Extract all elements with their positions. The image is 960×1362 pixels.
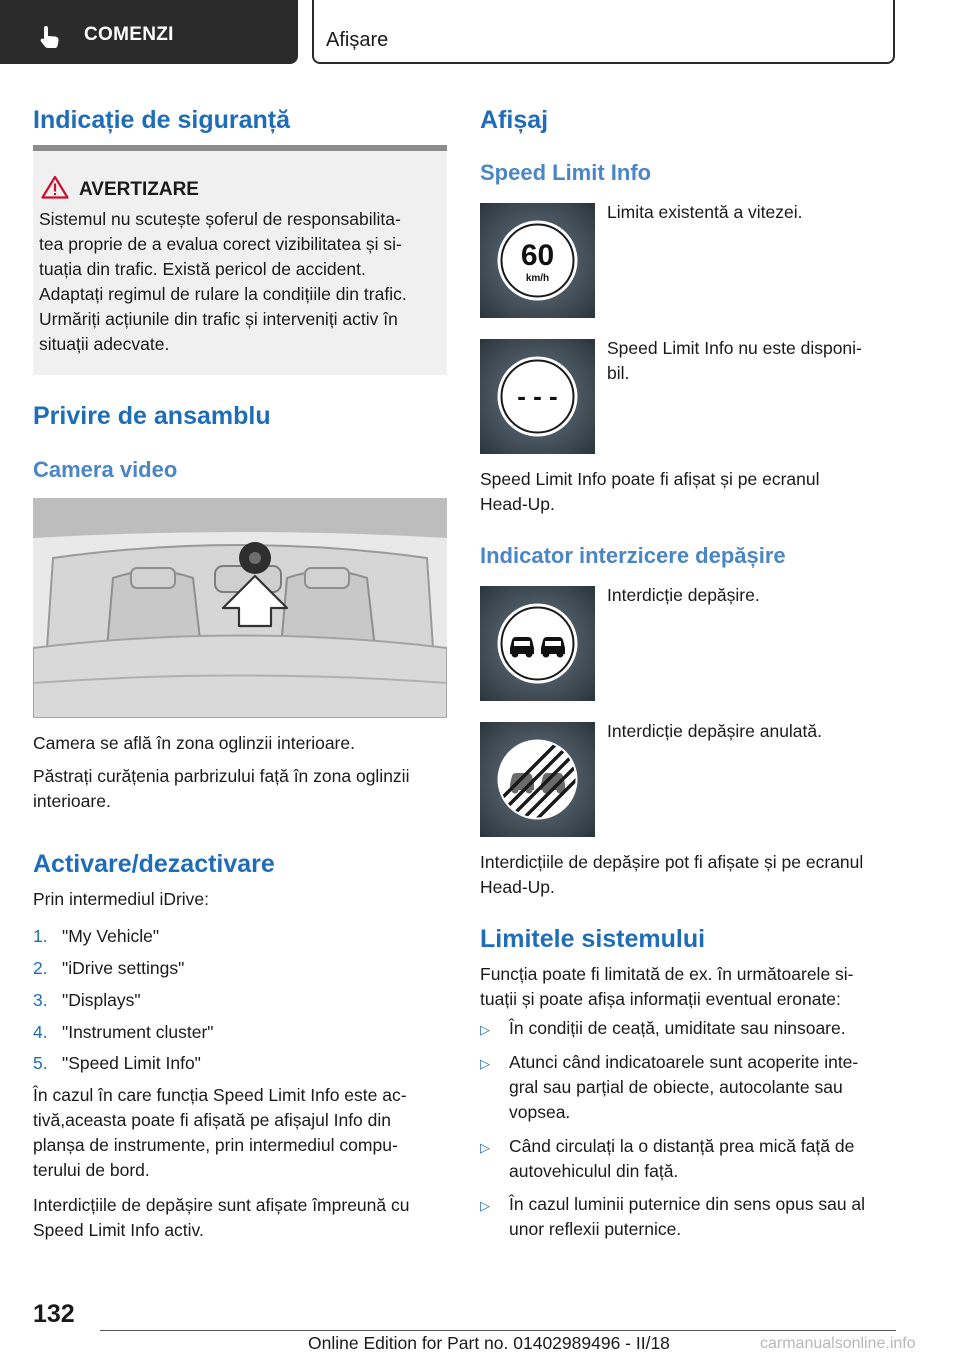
paragraph-line: Interdicțiile de depășire sunt afișate împreună cu [33,1195,410,1215]
chapter-label: COMENZI [84,24,174,45]
paragraph-line: tuații și poate afișa informații eventual eronate: [480,989,841,1009]
caption-line: Speed Limit Info nu este disponi- [607,338,862,358]
sign4-caption: Interdicție depășire anulată. [607,721,822,741]
bullet-line: În cazul luminii puternice din sens opus sau al [509,1194,866,1214]
sign1-caption: Limita existentă a vitezei. [607,202,803,222]
step-text: "Instrument cluster" [62,1022,214,1042]
bullet-item [509,1192,897,1242]
final-paragraph [33,1193,447,1243]
chapter-tab [0,0,298,64]
step-number: 1. [33,926,48,946]
speed-value: 60 [520,239,555,272]
sign2-caption [607,336,897,386]
step-number: 4. [33,1022,48,1042]
bullet-item [509,1134,897,1184]
caption-line: bil. [607,363,630,383]
step-number: 5. [33,1053,48,1073]
step-number: 2. [33,958,48,978]
step-text: "Speed Limit Info" [62,1053,201,1073]
warning-text [39,207,443,357]
section-label: Afișare [326,29,389,51]
activation-title: Activare/dezactivare [33,850,275,878]
camera-location-illustration [33,498,447,718]
end-no-overtaking-sign-icon [480,722,595,837]
paragraph-line: Speed Limit Info activ. [33,1220,204,1240]
warning-triangle-icon [41,175,69,199]
display-title: Afișaj [480,106,549,134]
step-text: "My Vehicle" [62,926,160,946]
bullet-line: gral sau parțial de obiecte, autocolante sau [509,1077,843,1097]
paragraph-line: Speed Limit Info poate fi afișat și pe ecranul [480,469,820,489]
speed-limit-unavailable-sign-icon [480,339,595,454]
bullet-line: În condiții de ceață, umiditate sau ninsoare. [509,1018,846,1038]
steps-list [33,926,447,1076]
paragraph-line: Interdicțiile de depășire pot fi afișate și pe ecranul [480,852,864,872]
warning-line: tuația din trafic. Există pericol de accident. [39,259,366,279]
bullet-line: Atunci când indicatoarele sunt acoperite inte- [509,1052,859,1072]
page-number: 132 [33,1300,75,1328]
warning-line: Urmăriți acțiunile din trafic și interveniți activ în [39,309,398,329]
warning-line: Adaptați regimul de rulare la condițiile din trafic. [39,284,407,304]
warning-line: situații adecvate. [39,334,170,354]
paragraph-line: În cazul în care funcția Speed Limit Info este ac- [33,1085,407,1105]
sign3-caption: Interdicție depășire. [607,585,760,605]
overtake-note [480,850,896,900]
sli-note [480,467,896,517]
sli-title: Speed Limit Info [480,160,652,185]
paragraph-line: tivă,aceasta poate fi afișată pe afișajul Info din [33,1110,392,1130]
speed-limit-60-sign-icon [480,203,595,318]
overview-title: Privire de ansamblu [33,402,271,430]
activation-intro: Prin intermediul iDrive: [33,889,210,909]
watermark: carmanualsonline.info [760,1335,916,1352]
paragraph-line: planșa de instrumente, prin intermediul compu- [33,1135,398,1155]
bullet-icon: ▷ [480,1140,490,1155]
overtake-title: Indicator interzicere depășire [480,543,786,568]
unavailable-dashes: - - - [517,381,558,411]
footer-rule [100,1330,896,1331]
pointing-hand-icon [38,24,64,50]
no-overtaking-sign-icon [480,586,595,701]
bullet-icon: ▷ [480,1198,490,1213]
warning-box [33,145,447,375]
bullet-line: Când circulați la o distanță prea mică față de [509,1136,855,1156]
bullet-item [509,1050,897,1125]
paragraph-line: Păstrați curățenia parbrizului față în zona oglinzii [33,766,410,786]
bullet-line: autovehiculul din față. [509,1161,679,1181]
paragraph-line: interioare. [33,791,111,811]
speed-unit: km/h [525,273,550,284]
step-number: 3. [33,990,48,1010]
section-header [312,0,895,64]
step-text: "iDrive settings" [62,958,185,978]
edition-note: Online Edition for Part no. 01402989496 - II/18 [308,1333,670,1353]
step-text: "Displays" [62,990,141,1010]
bullet-item [509,1016,897,1041]
limits-title: Limitele sistemului [480,925,706,953]
paragraph-line: Funcția poate fi limitată de ex. în următoarele si- [480,964,854,984]
bullet-line: vopsea. [509,1102,571,1122]
warning-line: tea proprie de a evalua corect vizibilitatea și si- [39,234,402,254]
paragraph-line: terului de bord. [33,1160,150,1180]
bullet-icon: ▷ [480,1056,490,1071]
paragraph-line: Head-Up. [480,494,555,514]
limits-intro [480,962,896,1012]
bullet-icon: ▷ [480,1022,490,1037]
paragraph-line: Head-Up. [480,877,555,897]
camera-title: Camera video [33,457,178,482]
activation-paragraph [33,1083,447,1183]
camera-paragraph-2 [33,764,447,814]
safety-title: Indicație de siguranță [33,106,291,134]
bullet-line: unor reflexii puternice. [509,1219,682,1239]
warning-line: Sistemul nu scutește șoferul de responsabilita- [39,209,401,229]
warning-title: AVERTIZARE [79,179,199,200]
camera-paragraph-1: Camera se află în zona oglinzii interioare. [33,733,355,753]
